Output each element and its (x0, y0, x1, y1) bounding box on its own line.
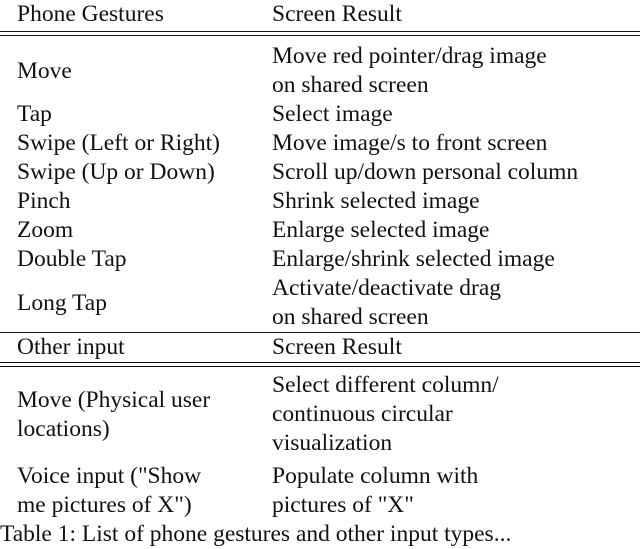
result-cell (272, 42, 640, 100)
table-row (0, 187, 640, 216)
result-line: Populate column with (272, 463, 479, 489)
gesture-cell: Double Tap (17, 246, 127, 272)
table-row (0, 158, 640, 187)
input-line: me pictures of X") (17, 492, 192, 518)
result-cell: Move image/s to front screen (272, 130, 548, 156)
result-line: visualization (272, 430, 393, 456)
result-cell: Enlarge selected image (272, 217, 490, 243)
header-phone-gestures: Phone Gestures (17, 1, 164, 27)
header-screen-result-2: Screen Result (272, 334, 402, 360)
table-row (0, 100, 640, 129)
table-row (0, 216, 640, 245)
gesture-cell: Tap (17, 101, 52, 127)
result-line: on shared screen (272, 72, 429, 98)
result-line: Select different column/ (272, 372, 499, 398)
input-cell (0, 371, 272, 458)
result-line: Move red pointer/drag image (272, 43, 547, 69)
result-line: continuous circular (272, 401, 453, 427)
table-header-other-input (0, 333, 640, 363)
result-cell (272, 274, 640, 333)
table-row (0, 245, 640, 274)
gesture-cell: Long Tap (17, 289, 107, 316)
table-row (0, 462, 640, 520)
result-line: on shared screen (272, 304, 429, 330)
result-cell (272, 371, 640, 458)
input-cell (0, 462, 272, 520)
gesture-cell: Swipe (Up or Down) (17, 159, 215, 185)
table-caption: Table 1: List of phone gestures and other input types... (0, 521, 512, 547)
header-other-input: Other input (17, 334, 125, 360)
table-row (0, 42, 640, 100)
gesture-cell: Move (17, 57, 72, 84)
result-cell: Enlarge/shrink selected image (272, 246, 555, 272)
gesture-cell: Swipe (Left or Right) (17, 130, 220, 156)
input-line: Move (Physical user (17, 386, 211, 413)
header-screen-result: Screen Result (272, 1, 402, 27)
input-line: Voice input ("Show (17, 463, 202, 489)
table-row (0, 274, 640, 333)
result-cell: Scroll up/down personal column (272, 159, 579, 185)
result-cell: Shrink selected image (272, 188, 480, 214)
result-line: Activate/deactivate drag (272, 275, 501, 301)
gesture-cell: Zoom (17, 217, 74, 243)
result-cell: Select image (272, 101, 393, 127)
gesture-cell: Pinch (17, 188, 71, 214)
table-header-phone-gestures (0, 0, 640, 32)
table-row (0, 371, 640, 458)
input-line: locations) (17, 415, 110, 442)
table-row (0, 129, 640, 158)
result-cell (272, 462, 640, 520)
result-line: pictures of "X" (272, 492, 414, 518)
